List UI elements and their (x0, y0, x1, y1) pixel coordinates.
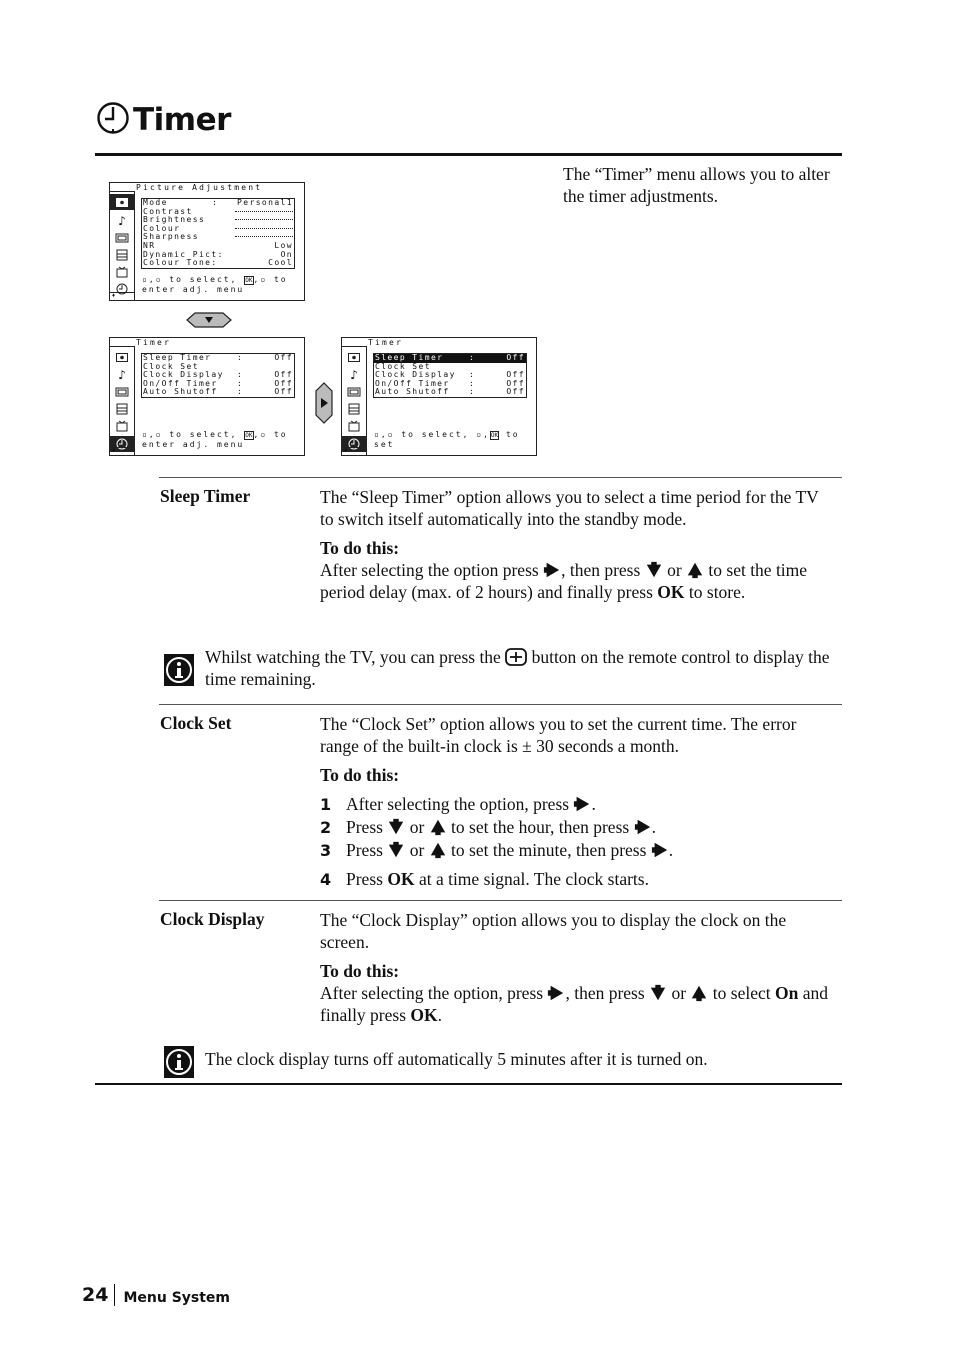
osd-footer-icon: ♦ (110, 292, 135, 300)
picture-icon (110, 194, 134, 210)
level-bar (235, 207, 293, 212)
intro-text: The “Timer” menu allows you to alter the timer adjustments. (563, 164, 830, 206)
setup-icon (346, 402, 362, 415)
todo-heading: To do this: (320, 961, 400, 981)
page-footer (82, 1284, 230, 1306)
sleep-timer-instructions: After selecting the option press , then press or to set the time period delay (max. of 2 hours) and finally press OK to store. (320, 560, 808, 602)
down-arrow-icon (387, 841, 405, 859)
bottom-divider (95, 1083, 842, 1085)
osd-timer-selected (341, 337, 537, 456)
section-divider (159, 477, 842, 478)
sleep-timer-section (320, 486, 835, 603)
osd-footer-icon: ♦ (342, 447, 367, 455)
osd-row-selected: Sleep Timer : Off (375, 353, 525, 362)
osd-row: Dynamic Pict: On (143, 249, 293, 259)
up-arrow-icon (429, 818, 447, 836)
sleep-timer-term: Sleep Timer (160, 486, 251, 506)
clock-set-step: 2 Press or to set the hour, then press . (320, 817, 656, 837)
osd-title: Picture Adjustment (136, 183, 263, 192)
osd-row: Sharpness (142, 233, 294, 242)
footer-separator (114, 1284, 115, 1306)
osd-footer-icon: ♦ (110, 447, 135, 455)
osd-title: Timer (368, 338, 404, 347)
level-bar (235, 224, 293, 229)
clock-set-section (320, 713, 835, 891)
clock-set-term: Clock Set (160, 713, 232, 733)
osd-title: Timer (136, 338, 172, 347)
right-arrow-icon (547, 984, 565, 1002)
setup-icon (114, 402, 130, 415)
section-divider (159, 900, 842, 901)
section-divider (159, 704, 842, 705)
down-key-icon (185, 311, 233, 334)
up-arrow-icon (429, 841, 447, 859)
up-arrow-icon (690, 984, 708, 1002)
osd-row: Clock Set (375, 361, 431, 371)
music-note-icon: ♪ (118, 213, 126, 228)
clock-display-term: Clock Display (160, 909, 265, 929)
down-arrow-icon (387, 818, 405, 836)
osd-sidebar (110, 346, 135, 448)
page-number: 24 (82, 1284, 109, 1306)
music-note-icon: ♪ (350, 367, 358, 382)
note-clock-display: The clock display turns off automatically 5 minutes after it is turned on. (205, 1049, 708, 1069)
osd-menu-list (373, 353, 527, 398)
info-icon (164, 1046, 194, 1078)
page-title: Timer (133, 102, 231, 138)
section-name: Menu System (123, 1290, 231, 1306)
osd-hint: ▫,▫ to select, ▫,OK to set (374, 430, 520, 449)
osd-row: Clock Display : Off (143, 370, 293, 380)
page-header (96, 100, 231, 140)
osd-row: On/Off Timer : Off (375, 378, 525, 388)
right-arrow-icon (634, 818, 652, 836)
osd-row: NR Low (143, 240, 293, 250)
clock-set-step: 1 After selecting the option, press . (320, 794, 596, 814)
clock-display-instructions: After selecting the option, press , then press or to select On and finally press OK. (320, 983, 828, 1025)
picture-icon (114, 351, 130, 364)
right-arrow-icon (651, 841, 669, 859)
todo-heading: To do this: (320, 765, 400, 785)
tv-icon (114, 265, 130, 278)
osd-row: Colour Tone: Cool (143, 258, 293, 268)
down-arrow-icon (645, 561, 663, 579)
osd-hint: ▫,▫ to select, OK,▫ to enter adj. menu (142, 430, 288, 449)
screen-icon (114, 231, 130, 244)
osd-row: Clock Display : Off (375, 370, 525, 380)
clock-display-desc: The “Clock Display” option allows you to display the clock on the screen. (320, 910, 787, 952)
clock-set-step: 4 Press OK at a time signal. The clock starts. (320, 869, 649, 889)
osd-row: Auto Shutoff : Off (375, 387, 525, 397)
osd-row: Mode : Personal1 (143, 198, 293, 207)
picture-icon (346, 351, 362, 364)
screen-icon (114, 385, 130, 398)
osd-row: Auto Shutoff : Off (143, 387, 293, 397)
osd-row: Colour (142, 225, 294, 234)
tv-icon (346, 419, 362, 432)
osd-timer-menu (109, 337, 305, 456)
osd-sidebar (110, 191, 135, 293)
osd-hint: ▫,▫ to select, OK,▫ to enter adj. menu (142, 275, 288, 294)
right-key-icon (314, 381, 334, 430)
osd-row: Contrast (142, 208, 294, 217)
sleep-timer-desc: The “Sleep Timer” option allows you to select a time period for the TV to switch itself automatically into the standby mode. (320, 487, 819, 529)
osd-row: Sleep Timer : Off (143, 353, 293, 362)
right-arrow-icon (573, 795, 591, 813)
info-icon (164, 654, 194, 686)
osd-sidebar (342, 346, 367, 448)
title-divider (95, 153, 842, 156)
clock-set-desc: The “Clock Set” option allows you to set the current time. The error range of the built-in clock is ± 30 seconds a month. (320, 714, 797, 756)
osd-picture-adjustment (109, 182, 305, 301)
osd-menu-list (141, 353, 295, 398)
screen-icon (346, 385, 362, 398)
osd-row: Clock Set (143, 361, 199, 371)
right-arrow-icon (543, 561, 561, 579)
clock-display-section (320, 909, 835, 1026)
level-bar (235, 232, 293, 237)
osd-menu-list (141, 198, 295, 269)
osd-row: Brightness (142, 216, 294, 225)
timer-button-icon (505, 648, 527, 666)
music-note-icon: ♪ (118, 367, 126, 382)
note-sleep-remaining: Whilst watching the TV, you can press the button on the remote control to display the time remaining. (205, 647, 830, 689)
setup-icon (114, 248, 130, 261)
up-arrow-icon (686, 561, 704, 579)
level-bar (235, 215, 293, 220)
todo-heading: To do this: (320, 538, 400, 558)
tv-icon (114, 419, 130, 432)
osd-row: On/Off Timer : Off (143, 378, 293, 388)
clock-set-step: 3 Press or to set the minute, then press . (320, 840, 674, 860)
clock-icon (96, 101, 130, 140)
down-arrow-icon (649, 984, 667, 1002)
